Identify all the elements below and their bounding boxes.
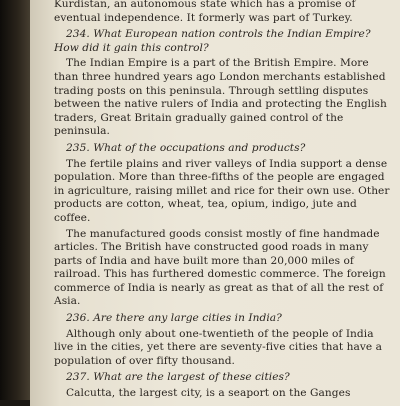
question-234: 234. What European nation controls the Indian Empire? How did it gain this control? [54, 28, 371, 54]
answer-236: Although only about one-twentieth of the people of India live in the cities, yet there are seventy-five cities that have a population of over fifty thousand. [54, 327, 382, 367]
question-235: 235. What of the occupations and products? [66, 141, 306, 154]
book-page [30, 0, 400, 406]
answer-237: Calcutta, the largest city, is a seaport on the Ganges [66, 387, 351, 400]
question-236: 236. Are there any large cities in India? [66, 312, 282, 325]
answer-235-paragraph-2: The manufactured goods consist mostly of fine handmade articles. The British have constructed good roads in many parts of India and have built more than 20,000 miles of railroad. This has furthered domestic commerce. The foreign commerce of India is nearly as great as that of all the rest of Asia. [54, 227, 386, 308]
answer-235-paragraph-1: The fertile plains and river valleys of India support a dense population. More than three-fifths of the people are engaged in agriculture, raising millet and rice for their own use. Other products are cotton, wheat, tea, opium, indigo, jute and coffee. [54, 157, 390, 224]
paragraph-intro: Kurdistan, an autonomous state which has a promise of eventual independence. It formerly was part of Turkey. [54, 0, 356, 24]
book-gutter [0, 0, 32, 400]
question-237: 237. What are the largest of these cities? [66, 371, 290, 384]
answer-234: The Indian Empire is a part of the British Empire. More than three hundred years ago London merchants established trading posts on this peninsula. Through settling disputes between the native rulers of India and protecting the English traders, Great Britain gradually gained control of the peninsula. [54, 57, 387, 138]
page-text [54, 0, 394, 401]
